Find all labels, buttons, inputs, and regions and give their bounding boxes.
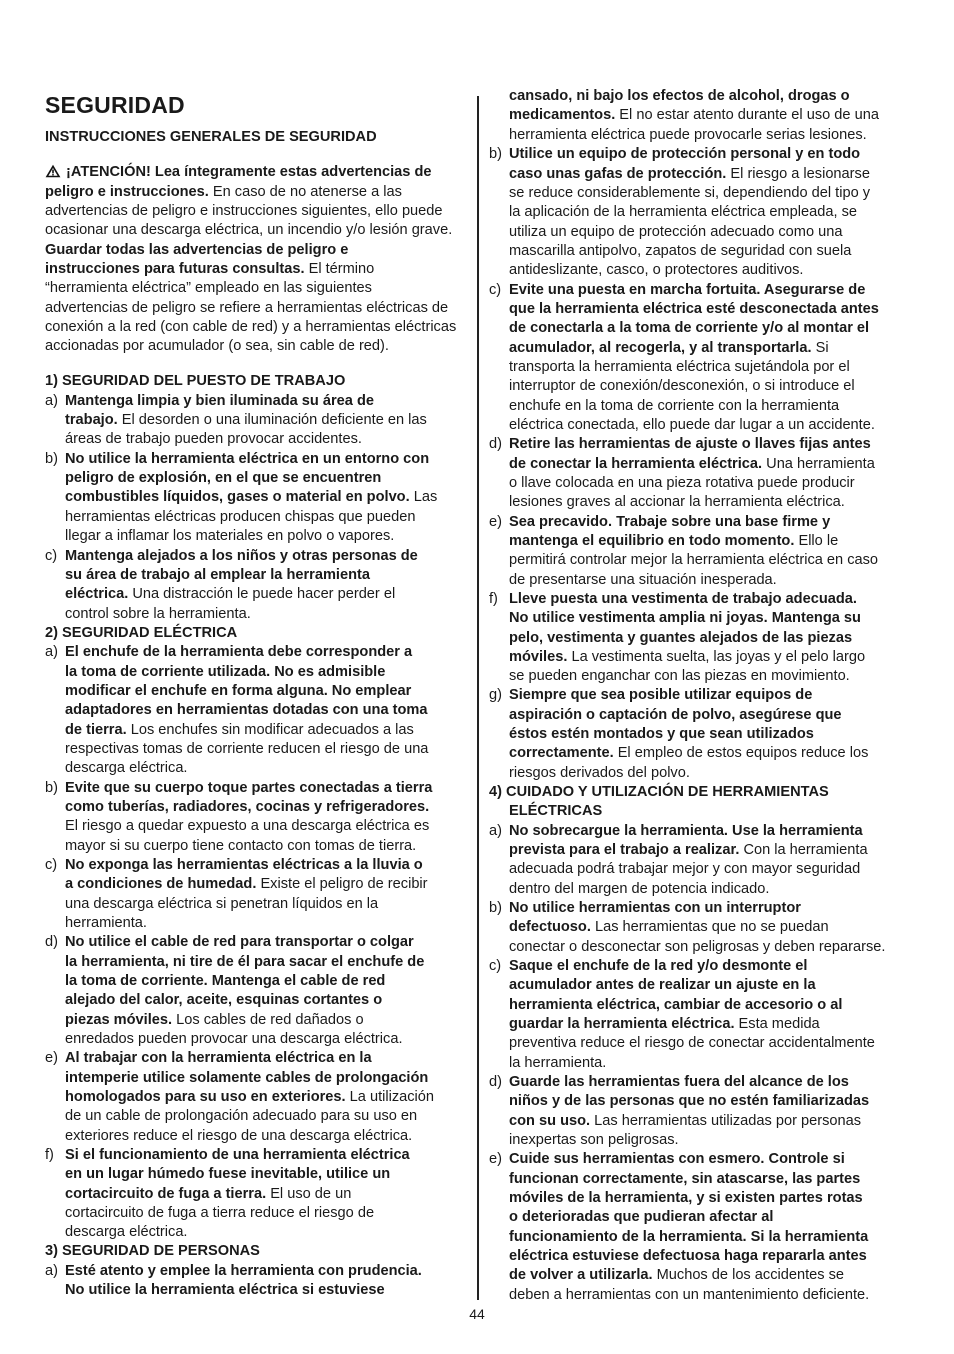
bold-text: que la herramienta eléctrica esté desconectada antes: [509, 301, 879, 317]
body-text: se pueden enganchar con las piezas en movimiento.: [509, 668, 850, 684]
text-line: [509, 454, 875, 474]
body-text: El empleo de estos equipos reduce los: [613, 745, 869, 761]
text-line: [509, 1053, 606, 1073]
bold-text: Al trabajar con la herramienta eléctrica en la: [65, 1050, 372, 1066]
text-line: [65, 739, 428, 759]
text-line: [489, 280, 866, 300]
text-line: [509, 570, 777, 590]
list-marker: b): [45, 780, 58, 796]
text-line: [45, 391, 374, 411]
bold-text: con su uso.: [509, 1113, 591, 1129]
bold-text: eléctrica estuviese defectuosa haga repararla antes: [509, 1248, 867, 1264]
text-line: [45, 201, 443, 221]
body-text: antideslizante, casco, o protectores auditivos.: [509, 262, 804, 278]
body-text: En caso de no atenerse a las: [208, 184, 402, 200]
text-line: [65, 990, 382, 1010]
bold-text: móviles.: [509, 649, 568, 665]
text-line: [65, 952, 424, 972]
body-text: áreas de trabajo pueden provocar accidentes.: [65, 431, 362, 447]
bold-text: 4) CUIDADO Y UTILIZACIÓN DE HERRAMIENTAS: [489, 784, 829, 800]
bold-text: pelo, vestimenta y guantes alejados de las piezas: [509, 630, 853, 646]
text-line: [65, 526, 394, 546]
text-line: [509, 743, 868, 763]
body-text: la aplicación de la herramienta eléctrica empleada, se: [509, 204, 858, 220]
body-text: permitirá controlar mejor la herramienta eléctrica en caso: [509, 552, 879, 568]
text-line: [65, 836, 416, 856]
text-line: [65, 565, 370, 585]
bold-text: la herramienta, ni tire de él para sacar el enchufe de: [65, 954, 425, 970]
bold-text: a condiciones de humedad.: [65, 876, 257, 892]
body-text: transporta la herramienta eléctrica sujetándola por el: [509, 359, 850, 375]
text-line: [509, 705, 842, 725]
text-line: [65, 1029, 403, 1049]
body-text: El no estar atento durante el uso de una: [615, 107, 879, 123]
bold-text: cansado, ni bajo los efectos de alcohol, drogas o: [509, 88, 850, 104]
text-line: [45, 778, 433, 798]
bold-text: móviles de la herramienta, y si existen partes rotas: [509, 1190, 863, 1206]
list-marker: c): [45, 548, 58, 564]
text-line: [65, 1164, 390, 1184]
body-text: Las: [409, 489, 438, 505]
body-text: de presentarse una situación inesperada.: [509, 572, 777, 588]
text-line: [509, 937, 885, 957]
body-text: Los cables de red dañados o: [172, 1012, 364, 1028]
text-line: [65, 410, 427, 430]
body-text: “herramienta eléctrica” empleado en las siguientes: [45, 280, 372, 296]
text-line: [45, 546, 418, 566]
bold-text: No exponga las herramientas eléctricas a la lluvia o: [65, 857, 423, 873]
text-line: [489, 1072, 849, 1092]
body-text: El uso de un: [266, 1186, 352, 1202]
text-line: [65, 894, 378, 914]
body-text: la herramienta.: [509, 1055, 607, 1071]
body-text: Si: [811, 340, 829, 356]
body-text: Ello le: [794, 533, 839, 549]
text-line: [45, 162, 432, 182]
text-line: [509, 763, 690, 783]
text-line: [65, 700, 428, 720]
text-line: [65, 874, 428, 894]
text-line: [65, 1184, 351, 1204]
text-line: [45, 336, 389, 356]
text-line: [65, 1280, 385, 1300]
bold-text: medicamentos.: [509, 107, 616, 123]
body-text: descarga eléctrica.: [65, 760, 188, 776]
text-line: [509, 202, 857, 222]
text-line: [509, 1207, 773, 1227]
list-marker: b): [489, 146, 502, 162]
text-line: [509, 1169, 860, 1189]
list-marker: a): [45, 644, 58, 660]
list-marker: c): [489, 282, 502, 298]
bold-text: Esté atento y emplee la herramienta con prudencia.: [65, 1263, 422, 1279]
body-text: Las herramientas que no se puedan: [590, 919, 829, 935]
text-line: [489, 956, 808, 976]
text-line: [509, 492, 845, 512]
text-line: [509, 840, 868, 860]
text-line: [509, 222, 842, 242]
bold-text: caso unas gafas de protección.: [509, 166, 727, 182]
bold-text: No utilice el cable de red para transportar o colgar: [65, 934, 414, 950]
bold-text: alejado del calor, aceite, esquinas cortantes o: [65, 992, 383, 1008]
bold-text: de conectarla a la toma de corriente y/o al montar el: [509, 320, 870, 336]
body-text: Muchos de los accidentes se: [652, 1267, 845, 1283]
text-line: [65, 1222, 188, 1242]
bold-text: funcionan correctamente, sin atascarse, las partes: [509, 1171, 861, 1187]
body-text: deben a herramientas con un mantenimiento deficiente.: [509, 1287, 870, 1303]
list-marker: d): [45, 934, 58, 950]
bold-text: niños y de las personas que no estén familiarizadas: [509, 1093, 870, 1109]
text-line: [509, 241, 851, 261]
bold-text: Siempre que sea posible utilizar equipos de: [509, 687, 813, 703]
body-text: Una distracción le puede hacer perder el: [128, 586, 396, 602]
text-line: [509, 1111, 861, 1131]
text-line: [509, 260, 803, 280]
bold-text: Evite que su cuerpo toque partes conectadas a tierra: [65, 780, 433, 796]
list-marker: e): [45, 1050, 58, 1066]
text-line: [489, 1149, 845, 1169]
text-line: [65, 971, 385, 991]
text-line: [509, 1130, 679, 1150]
body-text: enchufe en la toma de corriente con la herramienta: [509, 398, 840, 414]
body-text: dentro del margen de potencia indicado.: [509, 881, 770, 897]
text-line: [509, 724, 814, 744]
body-text: conectar o desconectar son peligrosas y deben repararse.: [509, 939, 886, 955]
text-line: [45, 317, 456, 337]
bold-text: INSTRUCCIONES GENERALES DE SEGURIDAD: [45, 129, 377, 145]
bold-text: No utilice vestimenta amplia ni joyas. Mantenga su: [509, 610, 861, 626]
bold-text: instrucciones para futuras consultas.: [45, 261, 305, 277]
page-title: SEGURIDAD: [45, 92, 185, 118]
bold-text: No utilice herramientas con un interruptor: [509, 900, 801, 916]
text-line: [489, 512, 831, 532]
bold-text: Lleve puesta una vestimenta de trabajo adecuada.: [509, 591, 857, 607]
bold-text: funcionamiento de la herramienta. Si la herramienta: [509, 1229, 869, 1245]
body-text: mayor si su cuerpo tiene contacto con tomas de tierra.: [65, 838, 417, 854]
bold-text: peligro de explosión, en el que se encuentren: [65, 470, 382, 486]
text-line: [65, 487, 437, 507]
text-line: [45, 932, 414, 952]
text-line: [45, 1145, 410, 1165]
text-line: [489, 685, 813, 705]
body-text: Existe el peligro de recibir: [256, 876, 428, 892]
body-text: advertencias de peligro se refiere a herramientas eléctricas de: [45, 300, 449, 316]
bold-text: eléctrica.: [65, 586, 129, 602]
text-line: [45, 371, 345, 391]
text-line: [509, 628, 852, 648]
text-line: [509, 299, 879, 319]
text-line: [509, 1285, 869, 1305]
bold-text: ¡ATENCIÓN! Lea íntegramente estas advertencias de: [66, 164, 432, 180]
bold-text: aspiración o captación de polvo, asegúrese que: [509, 707, 842, 723]
body-text: Las herramientas utilizadas por personas: [590, 1113, 862, 1129]
bold-text: defectuoso.: [509, 919, 591, 935]
bold-text: prevista para el trabajo a realizar.: [509, 842, 740, 858]
body-text: herramienta.: [65, 915, 147, 931]
text-line: [65, 604, 251, 624]
body-text: inexpertas son peligrosas.: [509, 1132, 679, 1148]
list-marker: b): [45, 451, 58, 467]
body-text: descarga eléctrica.: [65, 1224, 188, 1240]
body-text: riesgos derivados del polvo.: [509, 765, 690, 781]
body-text: accionadas por acumulador (o sea, sin cable de red).: [45, 338, 389, 354]
bold-text: éstos estén montados y que sean utilizados: [509, 726, 814, 742]
bold-text: de conectar la herramienta eléctrica.: [509, 456, 763, 472]
body-text: preventiva reduce el riesgo de conectar accidentalmente: [509, 1035, 875, 1051]
text-line: [45, 220, 452, 240]
text-line: [45, 298, 448, 318]
text-line: [65, 816, 429, 836]
bold-text: su área de trabajo al emplear la herramienta: [65, 567, 370, 583]
body-text: control sobre la herramienta.: [65, 606, 251, 622]
body-text: eléctrica conectada, ello puede dar lugar a un accidente.: [509, 417, 875, 433]
list-marker: c): [45, 857, 58, 873]
text-line: [509, 396, 839, 416]
body-text: enredados pueden provocar una descarga eléctrica.: [65, 1031, 403, 1047]
page-number: 44: [469, 1306, 485, 1322]
bold-text: Saque el enchufe de la red y/o desmonte el: [509, 958, 808, 974]
text-line: [509, 376, 855, 396]
bold-text: Guardar todas las advertencias de peligro e: [45, 242, 349, 258]
text-line: [65, 1010, 364, 1030]
text-line: [509, 125, 867, 145]
bold-text: Mantenga limpia y bien iluminada su área de: [65, 393, 374, 409]
bold-text: la toma de corriente. Mantenga el cable de red: [65, 973, 386, 989]
body-text: o llave colocada en una pieza rotativa puede producir: [509, 475, 855, 491]
body-text: una descarga eléctrica si penetran líquidos en la: [65, 896, 379, 912]
body-text: La utilización: [345, 1089, 435, 1105]
text-line: [509, 86, 850, 106]
bold-text: 3) SEGURIDAD DE PERSONAS: [45, 1243, 260, 1259]
list-marker: a): [45, 393, 58, 409]
warning-triangle-icon: [45, 164, 61, 184]
text-line: [509, 1091, 869, 1111]
bold-text: cortacircuito de fuga a tierra.: [65, 1186, 267, 1202]
text-line: [509, 415, 875, 435]
bold-text: de tierra.: [65, 722, 127, 738]
body-text: herramienta eléctrica puede provocarle serias lesiones.: [509, 127, 867, 143]
text-line: [509, 879, 769, 899]
text-line: [65, 468, 381, 488]
text-line: [45, 259, 374, 279]
bold-text: la toma de corriente utilizada. No es admisible: [65, 664, 386, 680]
body-text: La vestimenta suelta, las joyas y el pelo largo: [567, 649, 866, 665]
text-line: [65, 1106, 417, 1126]
text-line: [509, 550, 878, 570]
bold-text: acumulador, al recogerla, y al transportarla.: [509, 340, 812, 356]
body-text: El término: [304, 261, 375, 277]
list-marker: f): [489, 591, 498, 607]
bold-text: 1) SEGURIDAD DEL PUESTO DE TRABAJO: [45, 373, 346, 389]
text-line: [65, 797, 429, 817]
bold-text: trabajo.: [65, 412, 118, 428]
text-line: [509, 666, 850, 686]
body-text: de un cable de prolongación adecuado para su uso en: [65, 1108, 418, 1124]
body-text: Los enchufes sin modificar adecuados a las: [126, 722, 414, 738]
text-line: [509, 608, 861, 628]
bold-text: herramienta eléctrica, cambiar de accesorio o al: [509, 997, 843, 1013]
bold-text: No sobrecargue la herramienta. Use la herramienta: [509, 823, 863, 839]
bold-text: peligro e instrucciones.: [45, 184, 209, 200]
bold-text: Evite una puesta en marcha fortuita. Asegurarse de: [509, 282, 866, 298]
text-line: [489, 898, 801, 918]
bold-text: piezas móviles.: [65, 1012, 173, 1028]
body-text: llegar a inflamar los materiales en polvo o vapores.: [65, 528, 395, 544]
body-text: utiliza un equipo de protección adecuado como una: [509, 224, 843, 240]
list-marker: d): [489, 436, 502, 452]
list-marker: f): [45, 1147, 54, 1163]
list-marker: e): [489, 514, 502, 530]
body-text: lesiones graves al accionar la herramienta eléctrica.: [509, 494, 845, 510]
text-line: [489, 821, 863, 841]
bold-text: 2) SEGURIDAD ELÉCTRICA: [45, 625, 238, 641]
body-text: adecuada podrá trabajar mejor y con mayor seguridad: [509, 861, 861, 877]
text-line: [45, 240, 348, 260]
text-line: [509, 975, 816, 995]
body-text: El riesgo a lesionarse: [726, 166, 870, 182]
text-line: [45, 449, 430, 469]
bold-text: Si el funcionamiento de una herramienta eléctrica: [65, 1147, 410, 1163]
text-line: [509, 318, 869, 338]
list-marker: d): [489, 1074, 502, 1090]
bold-text: de volver a utilizarla.: [509, 1267, 653, 1283]
list-marker: c): [489, 958, 502, 974]
text-line: [509, 473, 855, 493]
text-line: [509, 1033, 875, 1053]
list-marker: e): [489, 1151, 502, 1167]
text-line: [509, 1246, 867, 1266]
bold-text: No utilice la herramienta eléctrica si estuviese: [65, 1282, 385, 1298]
text-line: [45, 855, 423, 875]
bold-text: El enchufe de la herramienta debe corresponder a: [65, 644, 413, 660]
body-text: mascarilla antipolvo, zapatos de seguridad con suela: [509, 243, 852, 259]
list-marker: b): [489, 900, 502, 916]
body-text: ocasionar una descarga eléctrica, un incendio y/o lesión grave.: [45, 222, 453, 238]
body-text: respectivas tomas de corriente reducen el riesgo de una: [65, 741, 429, 757]
text-line: [45, 642, 413, 662]
bold-text: Cuide sus herramientas con esmero. Controle si: [509, 1151, 845, 1167]
bold-text: correctamente.: [509, 745, 614, 761]
bold-text: Guarde las herramientas fuera del alcance de los: [509, 1074, 849, 1090]
text-line: [509, 531, 838, 551]
text-line: [509, 801, 602, 821]
text-line: [509, 338, 829, 358]
body-text: El riesgo a quedar expuesto a una descarga eléctrica es: [65, 818, 430, 834]
bold-text: Utilice un equipo de protección personal y en todo: [509, 146, 861, 162]
text-line: [65, 913, 147, 933]
bold-text: Sea precavido. Trabaje sobre una base firme y: [509, 514, 831, 530]
bold-text: adaptadores en herramientas dotadas con una toma: [65, 702, 428, 718]
text-line: [509, 1265, 844, 1285]
text-line: [509, 859, 860, 879]
text-line: [509, 647, 865, 667]
text-line: [45, 278, 372, 298]
bold-text: acumulador antes de realizar un ajuste en la: [509, 977, 816, 993]
bold-text: mantenga el equilibrio en todo momento.: [509, 533, 795, 549]
text-line: [489, 144, 861, 164]
body-text: Esta medida: [734, 1016, 820, 1032]
bold-text: ELÉCTRICAS: [509, 803, 603, 819]
text-line: [45, 127, 377, 147]
text-line: [509, 357, 850, 377]
body-text: Una herramienta: [762, 456, 875, 472]
column-divider: [477, 96, 479, 1300]
bold-text: en un lugar húmedo fuese inevitable, utilice un: [65, 1166, 391, 1182]
text-line: [65, 720, 414, 740]
text-line: [489, 589, 857, 609]
text-line: [509, 183, 870, 203]
body-text: cortacircuito de fuga a tierra reduce el riesgo de: [65, 1205, 375, 1221]
bold-text: modificar el enchufe en forma alguna. No emplear: [65, 683, 412, 699]
list-marker: g): [489, 687, 502, 703]
text-line: [509, 1014, 820, 1034]
text-line: [65, 1068, 428, 1088]
text-line: [489, 782, 829, 802]
text-line: [509, 1188, 863, 1208]
body-text: El desorden o una iluminación deficiente en las: [117, 412, 427, 428]
text-line: [65, 662, 385, 682]
bold-text: Mantenga alejados a los niños y otras personas de: [65, 548, 418, 564]
text-line: [489, 434, 871, 454]
body-text: herramientas eléctricas producen chispas que pueden: [65, 509, 416, 525]
body-text: interruptor de conexión/desconexión, o si introduce el: [509, 378, 855, 394]
text-line: [65, 1126, 412, 1146]
bold-text: homologados para su uso en exteriores.: [65, 1089, 346, 1105]
text-line: [509, 995, 842, 1015]
text-line: [65, 1087, 434, 1107]
bold-text: como tuberías, radiadores, cocinas y refrigeradores.: [65, 799, 430, 815]
text-line: [509, 917, 829, 937]
text-line: [45, 1241, 260, 1261]
text-line: [509, 105, 879, 125]
bold-text: intemperie utilice solamente cables de prolongación: [65, 1070, 429, 1086]
text-line: [45, 182, 402, 202]
text-line: [45, 1261, 422, 1281]
bold-text: No utilice la herramienta eléctrica en un entorno con: [65, 451, 430, 467]
text-line: [45, 623, 237, 643]
text-line: [65, 758, 188, 778]
list-marker: a): [45, 1263, 58, 1279]
text-line: [509, 164, 870, 184]
text-line: [45, 1048, 372, 1068]
text-line: [65, 1203, 374, 1223]
text-line: [509, 1227, 868, 1247]
body-text: se reduce considerablemente si, dependiendo del tipo y: [509, 185, 871, 201]
bold-text: Retire las herramientas de ajuste o llaves fijas antes: [509, 436, 871, 452]
body-text: Con la herramienta: [739, 842, 868, 858]
list-marker: a): [489, 823, 502, 839]
bold-text: combustibles líquidos, gases o material en polvo.: [65, 489, 410, 505]
body-text: advertencias de peligro e instrucciones siguientes, ello puede: [45, 203, 443, 219]
text-line: [65, 584, 395, 604]
text-line: [65, 429, 362, 449]
bold-text: guardar la herramienta eléctrica.: [509, 1016, 735, 1032]
body-text: exteriores reduce el riesgo de una descarga eléctrica.: [65, 1128, 413, 1144]
text-line: [65, 507, 415, 527]
bold-text: o deterioradas que pudieran afectar al: [509, 1209, 774, 1225]
body-text: conexión a la red (con cable de red) y a herramientas eléctricas: [45, 319, 457, 335]
text-line: [65, 681, 411, 701]
